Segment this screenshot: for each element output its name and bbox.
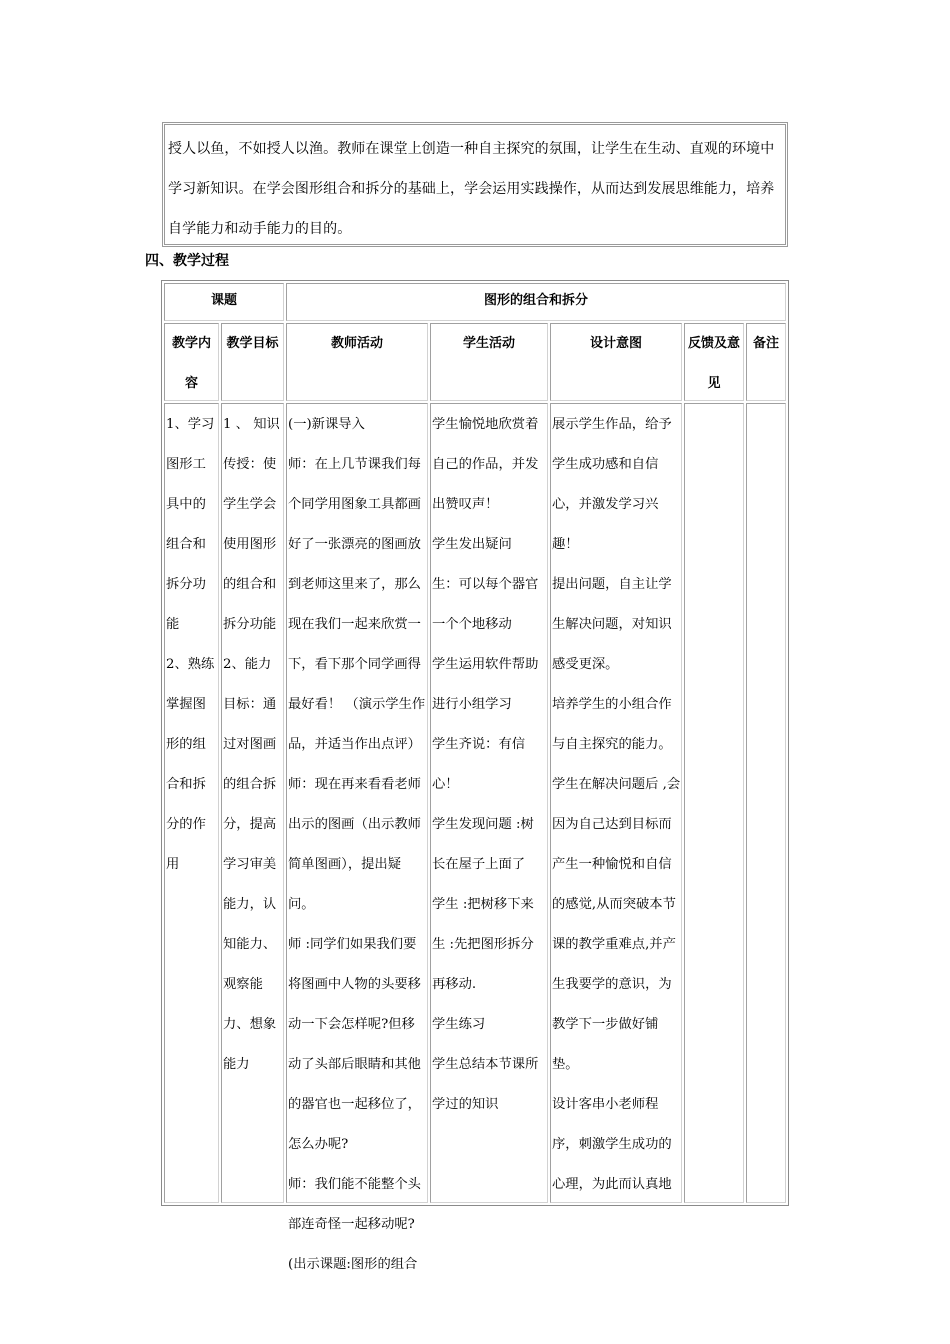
- header-goal-label: 教学目标: [226, 336, 279, 351]
- header-remarks: [746, 323, 786, 401]
- intro-paragraph: 授人以鱼，不如授人以渔。教师在课堂上创造一种自主探究的氛围，让学生在生动、直观的环境中学习新知识。在学会图形组合和拆分的基础上，学会运用实践操作，从而达到发展思维能力，培养自学能力和动手能力的目的。: [168, 141, 775, 237]
- topic-label: 课题: [210, 293, 237, 308]
- body-student-cell: 学生愉悦地欣赏着自己的作品，并发出赞叹声！ 学生发出疑问 生：可以每个器官一个个地移动 学生运用软件帮助进行小组学习 学生齐说：有信心！ 学生发现问题 :树长在屋子上面了 学生 :把树移下来 生 :先把图形拆分再移动. 学生练习 学生总结本节课所学过的知识: [430, 403, 548, 1203]
- body-goal-cell: 1 、 知识传授：使学生学会使用图形的组合和拆分功能 2、能力目标：通过对图画的组合拆分，提高学习审美能力，认知能力、观察能力、想象能力: [221, 403, 284, 1203]
- header-feedback-label: 反馈及意见: [687, 336, 740, 391]
- header-teacher: [286, 323, 428, 401]
- header-design-label: 设计意图: [589, 336, 642, 351]
- body-content-cell: 1、学习图形工具中的组合和拆分功能 2、熟练掌握图形的组合和拆分的作用: [164, 403, 219, 1203]
- header-student: [430, 323, 548, 401]
- header-content: [164, 323, 219, 401]
- header-goal: [221, 323, 284, 401]
- body-design-cell: 展示学生作品，给予学生成功感和自信心，并激发学习兴趣！ 提出问题，自主让学生解决问题，对知识感受更深。 培养学生的小组合作与自主探究的能力。 学生在解决问题后 ,会因为自己达到目标而产生一种愉悦和自信的感觉,从而突破本节课的教学重难点,并产生我要学的意识，为教学下一步做好铺垫。 设计客串小老师程序，刺激学生成功的心理，为此而认真地: [550, 403, 682, 1203]
- header-remarks-label: 备注: [752, 336, 779, 351]
- header-design: [550, 323, 682, 401]
- header-content-label: 教学内容: [171, 336, 211, 391]
- body-remarks-cell: [746, 403, 786, 1203]
- section-heading: 四、教学过程: [145, 253, 229, 269]
- header-teacher-label: 教师活动: [330, 336, 383, 351]
- lesson-process-table: [161, 280, 789, 1272]
- topic-value-cell: [286, 283, 786, 321]
- header-feedback: [684, 323, 744, 401]
- header-student-label: 学生活动: [462, 336, 515, 351]
- body-feedback-cell: [684, 403, 744, 1203]
- topic-label-cell: [164, 283, 284, 321]
- body-teacher-cell: (一)新课导入 师：在上几节课我们每个同学用图象工具都画好了一张漂亮的图画放到老师这里来了，那么现在我们一起来欣赏一下，看下那个同学画得最好看！ （演示学生作品，并适当作出点评） 师：现在再来看看老师出示的图画（出示教师简单图画），提出疑问。 师 :同学们如果我们要将图画中人物的头要移动一下会怎样呢?但移动了头部后眼睛和其他的器官也一起移位了，怎么办呢? 师：我们能不能整个头部连奇怪一起移动呢? (出示课题:图形的组合: [286, 403, 428, 1203]
- intro-box: [162, 122, 788, 247]
- topic-value: 图形的组合和拆分: [483, 293, 588, 308]
